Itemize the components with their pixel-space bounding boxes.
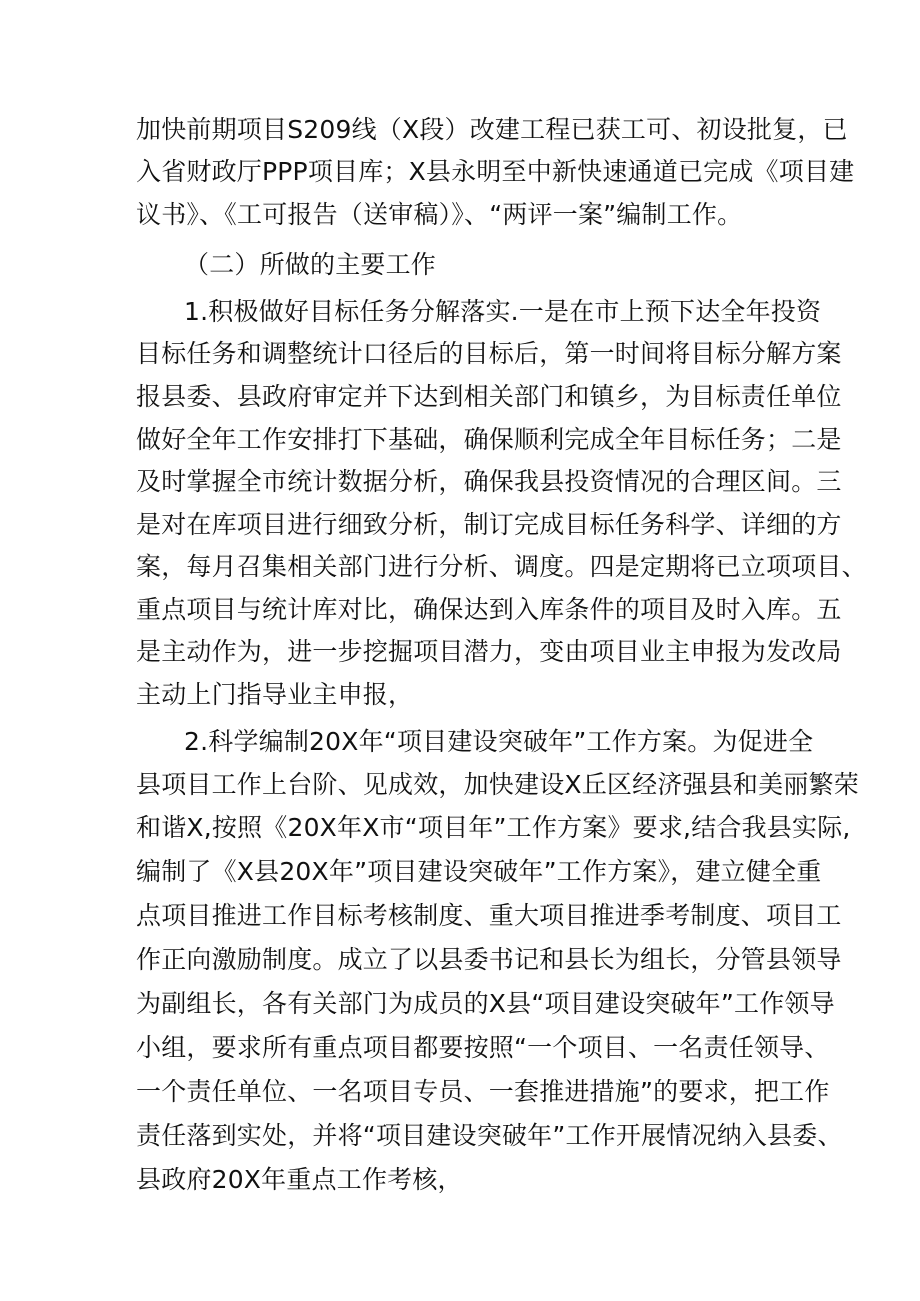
text-line-5: 1.积极做好目标任务分解落实.一是在市上预下达全年投资 bbox=[184, 297, 822, 326]
text-line-21: 为副组长，各有关部门为成员的X县“项目建设突破年”工作领导 bbox=[136, 989, 835, 1018]
text-line-25: 县政府20X年重点工作考核， bbox=[136, 1165, 463, 1194]
text-line-6: 目标任务和调整统计口径后的目标后，第一时间将目标分解方案 bbox=[136, 339, 842, 368]
text-line-14: 主动上门指导业主申报， bbox=[136, 680, 414, 709]
text-line-24: 责任落到实处，并将“项目建设突破年”工作开展情况纳入县委、 bbox=[136, 1121, 843, 1150]
text-line-16: 县项目工作上台阶、见成效，加快建设X丘区经济强县和美丽繁荣 bbox=[136, 770, 859, 799]
text-line-15: 2.科学编制20X年“项目建设突破年”工作方案。为促进全 bbox=[184, 727, 814, 756]
text-line-17: 和谐X,按照《20X年X市“项目年”工作方案》要求,结合我县实际, bbox=[136, 813, 851, 842]
text-line-12: 重点项目与统计库对比，确保达到入库条件的项目及时入库。五 bbox=[136, 595, 842, 624]
text-line-23: 一个责任单位、一名项目专员、一套推进措施”的要求，把工作 bbox=[136, 1077, 830, 1106]
text-line-11: 案，每月召集相关部门进行分析、调度。四是定期将已立项项目、 bbox=[136, 552, 867, 581]
text-line-8: 做好全年工作安排打下基础，确保顺利完成全年目标任务；二是 bbox=[136, 425, 842, 454]
text-line-22: 小组，要求所有重点项目都要按照“一个项目、一名责任领导、 bbox=[136, 1033, 830, 1062]
text-line-20: 作正向激励制度。成立了以县委书记和县长为组长，分管县领导 bbox=[136, 945, 842, 974]
text-line-13: 是主动作为，进一步挖掘项目潜力，变由项目业主申报为发改局 bbox=[136, 637, 842, 666]
text-line-2: 入省财政厅PPP项目库；X县永明至中新快速通道已完成《项目建 bbox=[136, 157, 855, 186]
text-line-1: 加快前期项目S209线（X段）改建工程已获工可、初设批复，已 bbox=[136, 115, 848, 144]
text-line-19: 点项目推进工作目标考核制度、重大项目推进季考制度、项目工 bbox=[136, 901, 842, 930]
text-line-18: 编制了《X县20X年”项目建设突破年”工作方案》，建立健全重 bbox=[136, 857, 822, 886]
text-line-7: 报县委、县政府审定并下达到相关部门和镇乡，为目标责任单位 bbox=[136, 382, 842, 411]
text-line-3: 议书》、《工可报告（送审稿）》、“两评一案”编制工作。 bbox=[136, 200, 743, 229]
section-heading: （二）所做的主要工作 bbox=[184, 250, 437, 279]
text-line-10: 是对在库项目进行细致分析，制订完成目标任务科学、详细的方 bbox=[136, 510, 842, 539]
text-line-9: 及时掌握全市统计数据分析，确保我县投资情况的合理区间。三 bbox=[136, 467, 842, 496]
